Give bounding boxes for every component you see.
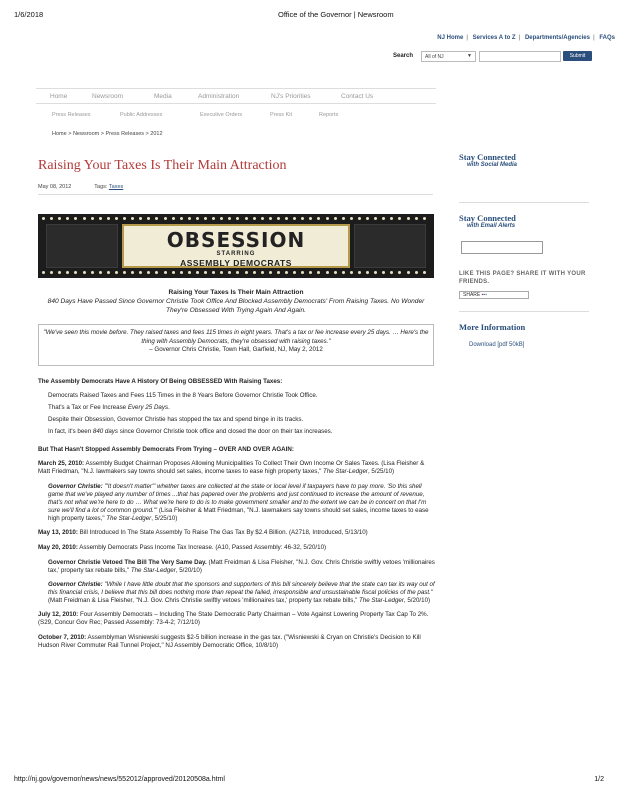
departments-link[interactable]: Departments/Agencies	[524, 35, 590, 41]
obsession-banner	[38, 214, 434, 278]
nav-contact[interactable]: Contact Us	[341, 93, 374, 100]
marquee-bulb-icon	[180, 217, 183, 220]
marquee-bulb-icon	[212, 217, 215, 220]
marquee-bulb-icon	[228, 217, 231, 220]
sub-nav	[52, 112, 432, 122]
marquee-bulb-icon	[398, 217, 401, 220]
marquee-bulb-icon	[204, 271, 207, 274]
marquee-bulb-icon	[131, 217, 134, 220]
marquee-bulb-icon	[415, 217, 418, 220]
marquee-bulb-icon	[58, 217, 61, 220]
marquee-bulb-icon	[326, 217, 329, 220]
subheadline: 840 Days Have Passed Since Governor Christie Took Office And Blocked Assembly Democrats' From Raising Taxes. No Wonder They're Obsessed With Trying Again And Again.	[47, 298, 425, 314]
share-button[interactable]: SHARE ▪▪▪	[459, 291, 529, 299]
marquee-bulb-icon	[123, 271, 126, 274]
email-subheading[interactable]: with Email Alerts	[467, 223, 516, 229]
section-heading: But That Hasn't Stopped Assembly Democrats From Trying – OVER AND OVER AGAIN:	[38, 446, 294, 453]
search-scope-value: All of NJ	[425, 54, 444, 60]
list-item: That's a Tax or Fee Increase Every 25 Days.	[48, 404, 170, 411]
share-label: SHARE	[463, 292, 481, 298]
timeline-entry: May 13, 2010: Bill Introduced In The State Assembly To Raise The Gas Tax By $2.4 Billion. (A2718, Introduced, 5/13/10)	[38, 529, 368, 536]
submit-button[interactable]: Submit	[563, 51, 592, 61]
tag-link[interactable]: Taxes	[108, 184, 124, 190]
marquee-bulb-icon	[253, 271, 256, 274]
timeline-quote: Governor Christie: "While I have little doubt that the sponsors and supporters of this bill sincerely believe that the state can tax its way out of this financial crisis, I believe that this bill does nothing more than repeat the failed, irresponsible and unsustainable fiscal policies of the past." (Matt Freidman & Lisa Fleisher, "N.J. Gov. Chris Christie swiftly vetoes 'millionaires tax,' property tax rebate bills," The Star-Ledger, 5/20/10)	[48, 581, 435, 604]
marquee-bulb-icon	[139, 217, 142, 220]
page-count: 1/2	[594, 776, 604, 783]
print-date: 1/6/2018	[14, 10, 44, 19]
marquee-bulb-icon	[407, 271, 410, 274]
social-subheading[interactable]: with Social Media	[467, 162, 518, 168]
marquee-bulb-icon	[99, 271, 102, 274]
share-prompt: LIKE THIS PAGE? SHARE IT WITH YOUR FRIENDS.	[459, 271, 586, 285]
subnav-reports[interactable]: Reports	[319, 112, 339, 118]
quote-attribution: – Governor Chris Christie, Town Hall, Garfield, NJ, May 2, 2012	[149, 346, 323, 353]
nav-home[interactable]: Home	[50, 93, 68, 100]
divider	[459, 202, 589, 203]
marquee-bulb-icon	[99, 217, 102, 220]
faqs-link[interactable]: FAQs	[599, 35, 615, 41]
marquee-bulb-icon	[261, 217, 264, 220]
marquee-bulb-icon	[253, 217, 256, 220]
marquee-bulb-icon	[285, 217, 288, 220]
nav-administration[interactable]: Administration	[198, 93, 240, 100]
section-heading: The Assembly Democrats Have A History Of Being OBSESSED With Raising Taxes:	[38, 378, 283, 385]
marquee-bulb-icon	[42, 271, 45, 274]
marquee-bulb-icon	[309, 271, 312, 274]
divider	[38, 194, 433, 195]
subnav-executive-orders[interactable]: Executive Orders	[200, 112, 243, 118]
marquee-bulb-icon	[196, 217, 199, 220]
marquee-bulb-icon	[139, 271, 142, 274]
marquee-bulb-icon	[131, 271, 134, 274]
marquee-bulb-icon	[277, 217, 280, 220]
list-item: In fact, it's been 840 days since Governor Christie took office and closed the door on their tax increases.	[48, 428, 333, 435]
marquee-bulb-icon	[236, 217, 239, 220]
marquee-bulb-icon	[293, 271, 296, 274]
timeline-entry: October 7, 2010: Assemblyman Wisniewski suggests $2-5 billion increase in the gas tax. ("Wisniewski & Cryan on Christie's Decision to Kill Hudson River Commuter Rail Tunnel Project," NJ Assembly Democratic Office, 10/8/10)	[38, 634, 421, 649]
list-item: Despite their Obsession, Governor Christie has stopped the tax and spend binge in its tracks.	[48, 416, 304, 423]
marquee-bulb-icon	[147, 217, 150, 220]
download-link[interactable]: Download [pdf 50kB]	[469, 342, 525, 348]
nj-home-link[interactable]: NJ Home	[437, 35, 464, 41]
marquee-bulb-icon	[309, 217, 312, 220]
marquee-bulb-icon	[415, 271, 418, 274]
marquee-bulb-icon	[164, 217, 167, 220]
marquee-bulb-icon	[123, 217, 126, 220]
subnav-press-releases[interactable]: Press Releases	[52, 112, 91, 118]
email-field[interactable]	[461, 241, 543, 254]
marquee-bulb-icon	[196, 271, 199, 274]
marquee-bulb-icon	[382, 271, 385, 274]
subnav-press-kit[interactable]: Press Kit	[270, 112, 293, 118]
timeline-entry: July 12, 2010: Four Assembly Democrats – Including The State Democratic Party Chairman – Vote Against Lowering Property Tax Cap To 2%. (S29, Concur Gov Rec; Passed Assembly: 73-4-2; 7/12/10)	[38, 611, 429, 626]
list-item: Democrats Raised Taxes and Fees 115 Times in the 8 Years Before Governor Christie Took Office.	[48, 392, 318, 399]
marquee-bulb-icon	[204, 217, 207, 220]
marquee-bulb-icon	[164, 271, 167, 274]
marquee-bulb-icon	[261, 271, 264, 274]
services-link[interactable]: Services A to Z	[472, 35, 516, 41]
marquee-bulb-icon	[236, 271, 239, 274]
quote-text: "We've seen this movie before. They raised taxes and fees 115 times in eight years. That's a tax or fee increase every 25 days. … Here's the thing with Assembly Democrats, they're obsessed with raising taxes."	[43, 329, 429, 345]
nav-priorities[interactable]: NJ's Priorities	[271, 93, 311, 100]
article-meta	[38, 184, 123, 190]
marquee-bulb-icon	[228, 271, 231, 274]
marquee-bulb-icon	[334, 217, 337, 220]
tags-label: Tags:	[94, 184, 108, 190]
marquee-bulb-icon	[334, 271, 337, 274]
marquee-bulbs-bottom	[42, 271, 430, 275]
marquee-bulb-icon	[180, 271, 183, 274]
marquee-subtitle: ASSEMBLY DEMOCRATS	[180, 258, 292, 268]
marquee-bulb-icon	[91, 217, 94, 220]
marquee-bulb-icon	[147, 271, 150, 274]
social-heading: Stay Connected	[459, 152, 516, 162]
marquee-bulb-icon	[212, 271, 215, 274]
search-label: Search	[393, 53, 414, 59]
utility-links: NJ Home | Services A to Z | Departments/Agencies | FAQs	[434, 35, 618, 41]
marquee-bulb-icon	[366, 217, 369, 220]
marquee-bulb-icon	[220, 271, 223, 274]
article-body	[38, 378, 436, 657]
marquee-bulb-icon	[350, 217, 353, 220]
marquee-bulb-icon	[245, 217, 248, 220]
marquee-bulb-icon	[374, 271, 377, 274]
marquee-bulb-icon	[66, 217, 69, 220]
marquee-bulb-icon	[317, 217, 320, 220]
marquee-bulb-icon	[42, 217, 45, 220]
share-icons: ▪	[481, 292, 484, 298]
marquee-bulb-icon	[407, 217, 410, 220]
marquee-bulb-icon	[172, 217, 175, 220]
marquee-bulb-icon	[107, 217, 110, 220]
timeline-quote: Governor Christie: "'It doesn't matter'" whether taxes are collected at the state or local level if taxpayers have to pay more. 'So this shell game that we've played any number of times ...that has papered over the problems and just continued to increase the amount of revenue, that's not what we're here to do … What we're here to do is to make government smaller and to the extent we can be in concert on that I'm sure we'll find a lot of common ground.'" (Lisa Fleisher & Matt Friedman, "N.J. lawmakers say towns should set sales, income taxes to ease high property taxes," The Star-Ledger, 5/25/10)	[48, 483, 429, 522]
marquee-bulb-icon	[115, 271, 118, 274]
marquee-bulb-icon	[423, 217, 426, 220]
marquee-bulb-icon	[245, 271, 248, 274]
marquee-bulb-icon	[220, 217, 223, 220]
marquee-bulb-icon	[342, 217, 345, 220]
marquee-bulb-icon	[382, 217, 385, 220]
marquee-bulb-icon	[350, 271, 353, 274]
nav-newsroom[interactable]: Newsroom	[92, 93, 124, 100]
breadcrumb[interactable]: Home > Newsroom > Press Releases > 2012	[52, 131, 163, 137]
nav-media[interactable]: Media	[154, 93, 172, 100]
marquee-bulb-icon	[398, 271, 401, 274]
quote-box	[38, 324, 434, 366]
marquee-bulb-icon	[285, 271, 288, 274]
marquee-bulb-icon	[91, 271, 94, 274]
marquee-bulb-icon	[107, 271, 110, 274]
marquee-bulb-icon	[277, 271, 280, 274]
marquee-bulb-icon	[66, 271, 69, 274]
marquee-bulb-icon	[50, 271, 53, 274]
print-header	[14, 10, 604, 20]
marquee-bulb-icon	[188, 271, 191, 274]
marquee-bulb-icon	[58, 271, 61, 274]
marquee-bulb-icon	[390, 217, 393, 220]
search-scope-select[interactable]	[421, 51, 476, 62]
more-info-heading: More Information	[459, 322, 526, 332]
banner-side-left	[46, 224, 118, 268]
search-input[interactable]	[479, 51, 561, 62]
timeline-entry: March 25, 2010: Assembly Budget Chairman Proposes Allowing Municipalities To Collect Their Own Income Or Sales Taxes. (Lisa Fleisher & Matt Friedman, "N.J. lawmakers say towns should set sales, income taxes to ease high property taxes," The Star-Ledger, 5/25/10)	[38, 460, 425, 475]
marquee-bulb-icon	[390, 271, 393, 274]
marquee-bulb-icon	[115, 217, 118, 220]
divider	[459, 311, 589, 312]
print-title: Office of the Governor | Newsroom	[278, 10, 394, 19]
marquee-bulb-icon	[74, 271, 77, 274]
page-title: Raising Your Taxes Is Their Main Attraction	[38, 158, 287, 173]
sidebar	[459, 152, 589, 348]
marquee-bulb-icon	[317, 271, 320, 274]
marquee-bulb-icon	[188, 217, 191, 220]
main-nav	[36, 88, 436, 104]
marquee-bulb-icon	[293, 217, 296, 220]
marquee-panel	[122, 224, 350, 268]
subnav-public-addresses[interactable]: Public Addresses	[120, 112, 163, 118]
marquee-bulb-icon	[83, 271, 86, 274]
marquee-bulb-icon	[358, 271, 361, 274]
banner-side-right	[354, 224, 426, 268]
marquee-bulb-icon	[50, 217, 53, 220]
marquee-starring: STARRING	[216, 251, 256, 257]
marquee-bulb-icon	[301, 271, 304, 274]
timeline-entry: May 20, 2010: Assembly Democrats Pass Income Tax Increase. (A10, Passed Assembly: 46-32, 5/20/10)	[38, 544, 327, 551]
marquee-bulb-icon	[172, 271, 175, 274]
marquee-bulb-icon	[374, 217, 377, 220]
marquee-bulb-icon	[83, 217, 86, 220]
article-date: May 08, 2012	[38, 184, 72, 190]
timeline-subentry: Governor Christie Vetoed The Bill The Very Same Day. (Matt Freidman & Lisa Fleisher, "N.J. Gov. Chris Christie swiftly vetoes 'millionaires tax,' property tax rebate bills," The Star-Ledger, 5/20/10)	[48, 559, 435, 574]
headline-block	[38, 288, 434, 315]
marquee-bulb-icon	[155, 271, 158, 274]
email-heading: Stay Connected	[459, 213, 516, 223]
marquee-bulb-icon	[326, 271, 329, 274]
marquee-bulb-icon	[342, 271, 345, 274]
marquee-bulb-icon	[358, 217, 361, 220]
marquee-bulb-icon	[155, 217, 158, 220]
marquee-bulb-icon	[269, 217, 272, 220]
marquee-bulb-icon	[423, 271, 426, 274]
print-url: http://nj.gov/governor/news/news/552012/approved/20120508a.html	[14, 776, 225, 783]
headline: Raising Your Taxes Is Their Main Attraction	[168, 289, 304, 296]
marquee-bulbs-top	[42, 217, 430, 221]
marquee-bulb-icon	[301, 217, 304, 220]
marquee-bulb-icon	[366, 271, 369, 274]
marquee-bulb-icon	[269, 271, 272, 274]
chevron-down-icon: ▼	[467, 53, 472, 59]
marquee-bulb-icon	[74, 217, 77, 220]
marquee-title: OBSESSION	[166, 228, 306, 252]
